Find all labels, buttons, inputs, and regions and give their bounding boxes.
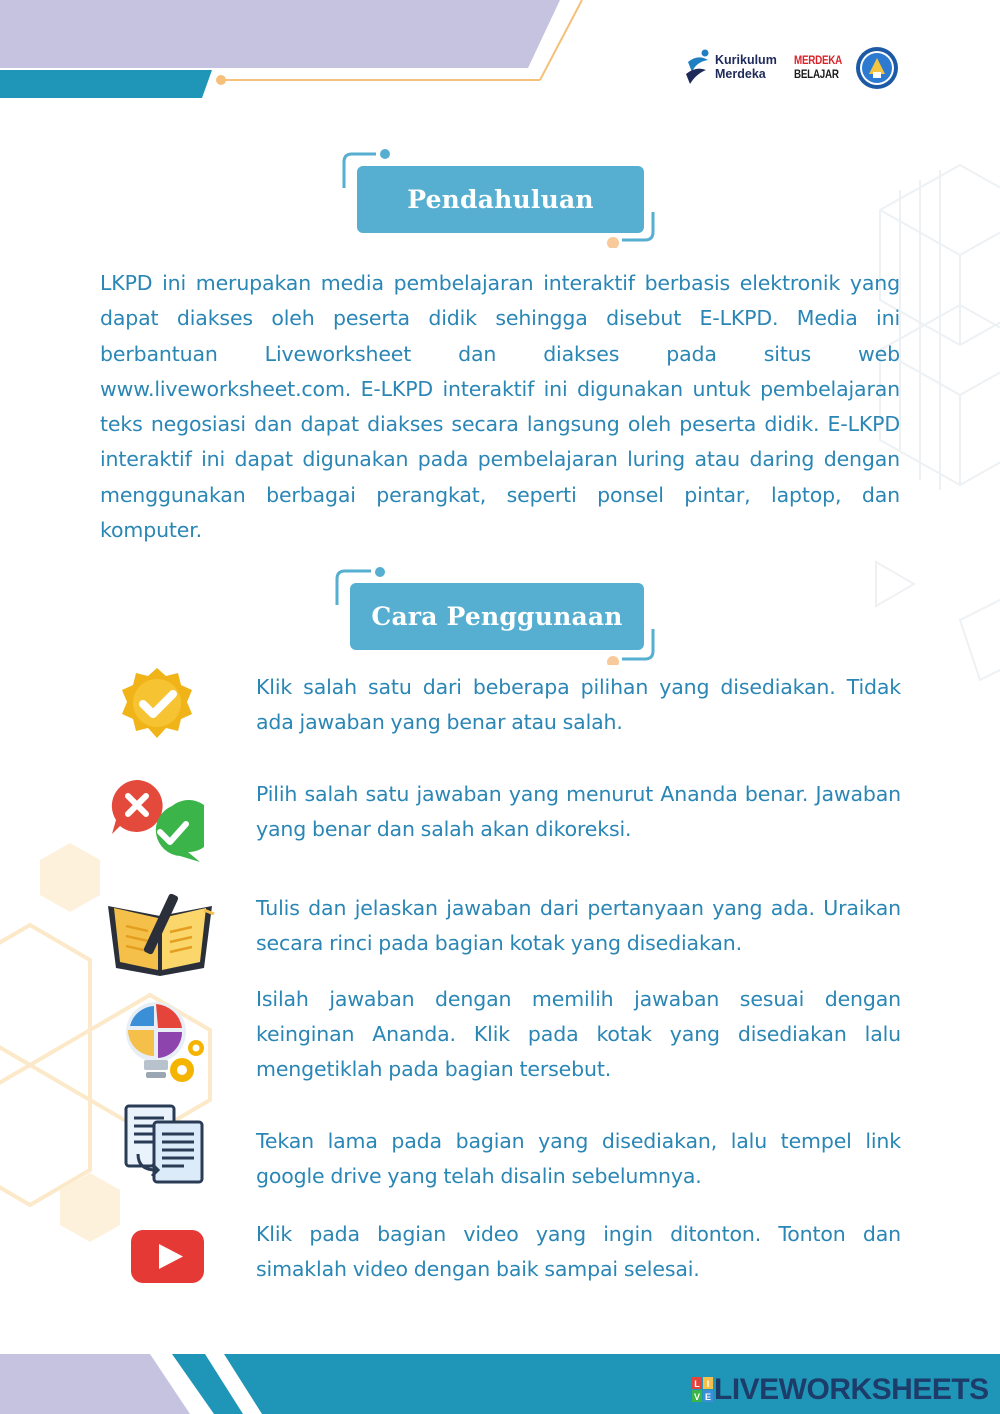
section-heading-cara-penggunaan: Cara Penggunaan	[350, 583, 644, 650]
merdeka-belajar-line2: BELAJAR	[794, 67, 839, 81]
youtube-play-icon	[131, 1230, 204, 1283]
kurikulum-line1: Kurikulum	[715, 53, 777, 67]
tut-wuri-handayani-emblem-icon	[855, 46, 899, 90]
liveworksheets-logo	[692, 1372, 989, 1408]
brand-letter-e: E	[704, 1392, 712, 1402]
liveworksheets-brand-text: LIVEWORKSHEETS	[714, 1373, 989, 1406]
kurikulum-merdeka-logo	[684, 48, 788, 90]
step-6-text: Klik pada bagian video yang ingin ditonton. Tonton dan simaklah video dengan baik sampai selesai.	[256, 1222, 901, 1281]
intro-paragraph: LKPD ini merupakan media pembelajaran interaktif berbasis elektronik yang dapat diakses oleh peserta didik sehingga disebut E-LKPD. Media ini berbantuan Liveworksheet dan diakses pada situs web www.liveworksheet.com. E-LKPD interaktif ini digunakan untuk pembelajaran teks negosiasi dan dapat diakses secara langsung oleh peserta didik. E-LKPD interaktif ini dapat digunakan pada pembelajaran luring atau daring dengan menggunakan berbagai perangkat, seperti ponsel pintar, laptop, dan komputer.	[100, 271, 900, 543]
copy-documents-icon	[124, 1104, 206, 1184]
step-5-text: Tekan lama pada bagian yang disediakan, lalu tempel link google drive yang telah disalin sebelumnya.	[256, 1129, 901, 1188]
puzzle-bulb-icon	[118, 996, 208, 1088]
step-2-text: Pilih salah satu jawaban yang menurut Ananda benar. Jawaban yang benar dan salah akan dikoreksi.	[256, 782, 901, 841]
kurikulum-line2: Merdeka	[715, 67, 766, 81]
merdeka-belajar-line1: MERDEKA	[794, 53, 843, 67]
brand-letter-i: I	[706, 1379, 710, 1389]
writing-book-icon	[104, 886, 216, 978]
step-1-text: Klik salah satu dari beberapa pilihan yang disediakan. Tidak ada jawaban yang benar atau salah.	[256, 675, 901, 734]
liveworksheets-blocks-icon	[692, 1377, 714, 1403]
brand-letter-l: L	[694, 1379, 700, 1389]
step-4-text: Isilah jawaban dengan memilih jawaban sesuai dengan keinginan Ananda. Klik pada kotak yang disediakan lalu mengetiklah pada bagian tersebut.	[256, 987, 901, 1081]
section-heading-pendahuluan: Pendahuluan	[357, 166, 644, 233]
header-decoration	[0, 0, 600, 100]
brand-letter-v: V	[693, 1392, 701, 1402]
true-false-bubbles-icon	[108, 776, 204, 864]
kurikulum-merdeka-icon	[684, 48, 712, 88]
merdeka-belajar-logo	[794, 53, 846, 85]
step-3-text: Tulis dan jelaskan jawaban dari pertanyaan yang ada. Uraikan secara rinci pada bagian kotak yang disediakan.	[256, 896, 901, 955]
badge-check-icon	[118, 666, 196, 742]
